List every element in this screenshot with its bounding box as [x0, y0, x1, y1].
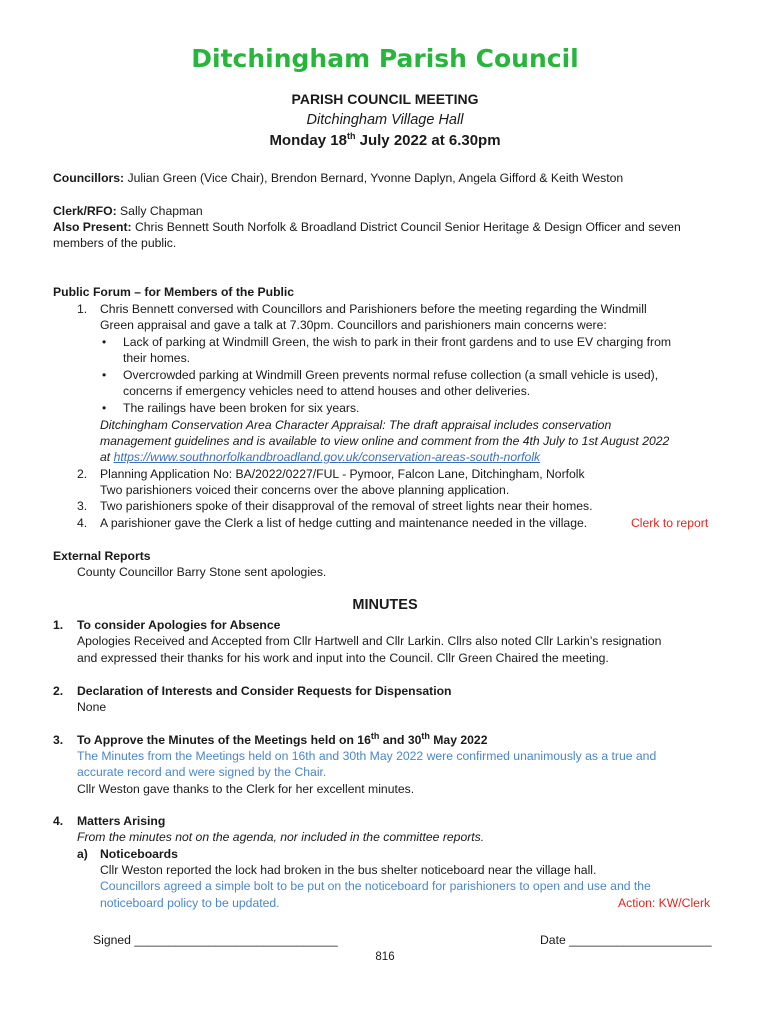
forum-item-number: 1. [77, 302, 88, 316]
sub-item-text: Cllr Weston reported the lock had broken in the bus shelter noticeboard near the village hall. [100, 863, 597, 877]
resolution-text: The Minutes from the Meetings held on 16th and 30th May 2022 were confirmed unanimously as a true and [77, 749, 657, 763]
councillors-list: Julian Green (Vice Chair), Brendon Bernard, Yvonne Daplyn, Angela Gifford & Keith Weston [124, 171, 624, 185]
bullet-icon: • [102, 368, 107, 382]
appraisal-link-line [100, 449, 540, 466]
meeting-venue: Ditchingham Village Hall [306, 112, 464, 128]
minute-heading [77, 732, 487, 749]
minute-heading-part: To Approve the Minutes of the Meetings held on 16 [77, 733, 371, 747]
sub-item-heading: Noticeboards [100, 847, 178, 861]
appraisal-text: Ditchingham Conservation Area Character Appraisal: The draft appraisal includes conservation [100, 418, 612, 432]
forum-item-number: 4. [77, 516, 88, 530]
forum-item-text: Planning Application No: BA/2022/0227/FUL - Pymoor, Falcon Lane, Ditchingham, Norfolk [100, 467, 585, 481]
also-present-line-2: members of the public. [53, 236, 177, 250]
bullet-icon: • [102, 401, 107, 415]
minute-heading: Declaration of Interests and Consider Requests for Dispensation [77, 684, 452, 698]
resolution-text: noticeboard policy to be updated. [100, 896, 280, 910]
minute-heading: Matters Arising [77, 814, 166, 828]
minute-intro: From the minutes not on the agenda, nor included in the committee reports. [77, 830, 485, 844]
date-line: Date _____________________ [540, 933, 712, 947]
minute-text: and expressed their thanks for his work and input into the Council. Cllr Green Chaired the meeting. [77, 651, 609, 665]
sub-item-label: a) [77, 847, 88, 861]
forum-bullet-text: Overcrowded parking at Windmill Green prevents normal refuse collection (a small vehicle is used), [123, 368, 659, 382]
also-present-text: Chris Bennett South Norfolk & Broadland District Council Senior Heritage & Design Officer and seven [131, 220, 681, 234]
also-present-label: Also Present: [53, 220, 132, 234]
forum-item-text: Two parishioners spoke of their disapproval of the removal of street lights near their homes. [100, 499, 593, 513]
minute-number: 2. [53, 684, 64, 698]
minute-number: 3. [53, 733, 64, 747]
forum-bullet-text: concerns if emergency vehicles need to attend houses and other deliveries. [123, 384, 531, 398]
minute-text: None [77, 700, 107, 714]
meeting-date [0, 132, 770, 149]
ordinal-suffix: th [421, 730, 430, 741]
forum-item-number: 2. [77, 467, 88, 481]
date-text: Monday 18 [269, 132, 347, 149]
minutes-heading: MINUTES [352, 597, 418, 613]
minute-heading-part: May 2022 [429, 733, 488, 747]
clerk-name: Sally Chapman [116, 204, 203, 218]
resolution-text: Councillors agreed a simple bolt to be put on the noticeboard for parishioners to open and use and the [100, 879, 651, 893]
appraisal-text: management guidelines and is available to view online and comment from the 4th July to 1st August 2022 [100, 434, 670, 448]
page-number: 816 [375, 951, 395, 963]
forum-item-text: Two parishioners voiced their concerns over the above planning application. [100, 483, 510, 497]
councillors-label: Councillors: [53, 171, 125, 185]
forum-item-number: 3. [77, 499, 88, 513]
forum-bullet-text: The railings have been broken for six years. [123, 401, 360, 415]
resolution-text: accurate record and were signed by the Chair. [77, 765, 327, 779]
minute-text: Cllr Weston gave thanks to the Clerk for her excellent minutes. [77, 782, 415, 796]
minute-number: 4. [53, 814, 64, 828]
ordinal-suffix: th [370, 730, 380, 741]
external-reports-text: County Councillor Barry Stone sent apologies. [77, 565, 327, 579]
action-kw-clerk: Action: KW/Clerk [618, 896, 711, 910]
forum-bullet-text: Lack of parking at Windmill Green, the wish to park in their front gardens and to use EV charging from [123, 335, 672, 349]
date-suffix: th [346, 131, 356, 141]
forum-item-text: Chris Bennett conversed with Councillors and Parishioners before the meeting regarding the Windmill [100, 302, 647, 316]
minute-text: Apologies Received and Accepted from Cllr Hartwell and Cllr Larkin. Cllrs also noted Cllr Larkin’s resignation [77, 634, 662, 648]
councillors-line [53, 170, 623, 187]
minute-heading: To consider Apologies for Absence [77, 618, 281, 632]
public-forum-heading: Public Forum – for Members of the Public [53, 285, 295, 299]
action-clerk-to-report: Clerk to report [631, 516, 709, 530]
meeting-heading: PARISH COUNCIL MEETING [291, 91, 479, 107]
minute-heading-part: and 30 [379, 733, 422, 747]
council-title: Ditchingham Parish Council [191, 44, 579, 73]
date-text-rest: July 2022 at 6.30pm [355, 132, 501, 149]
forum-bullet-text: their homes. [123, 351, 191, 365]
signature-line: Signed ______________________________ [93, 933, 338, 947]
forum-item-text: A parishioner gave the Clerk a list of hedge cutting and maintenance needed in the village. [100, 516, 588, 530]
minute-number: 1. [53, 618, 64, 632]
also-present-line [53, 219, 681, 236]
external-reports-heading: External Reports [53, 549, 151, 563]
conservation-areas-link[interactable]: https://www.southnorfolkandbroadland.gov.uk/conservation-areas-south-norfolk [113, 450, 541, 464]
appraisal-at: at [100, 450, 114, 464]
clerk-line [53, 203, 203, 220]
clerk-label: Clerk/RFO: [53, 204, 117, 218]
bullet-icon: • [102, 335, 107, 349]
forum-item-text: Green appraisal and gave a talk at 7.30pm. Councillors and parishioners main concerns were: [100, 318, 607, 332]
